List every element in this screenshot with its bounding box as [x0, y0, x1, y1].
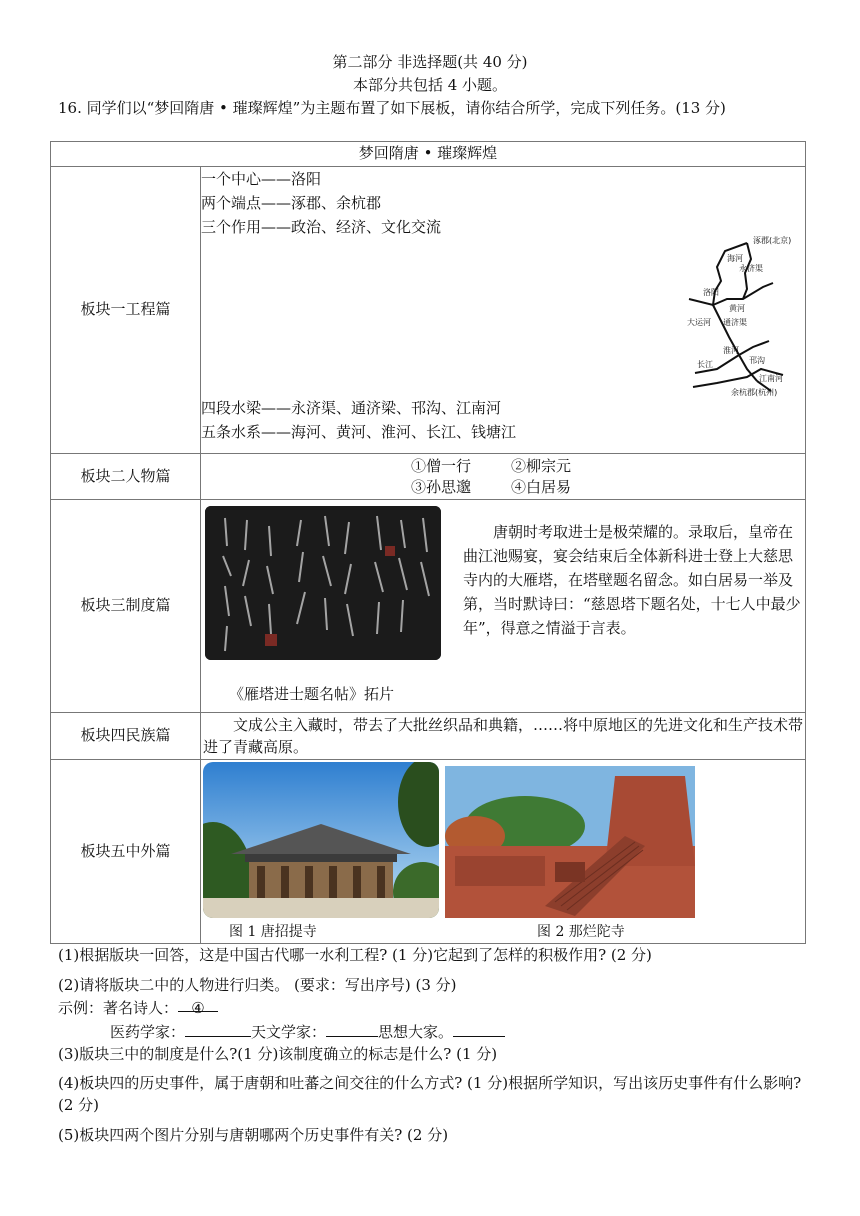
example-answer: ④: [178, 997, 218, 1012]
section1-endpoints: 两个端点——涿郡、余杭郡: [201, 194, 382, 212]
person-2: ②柳宗元: [511, 456, 572, 475]
part-title: 第二部分 非选择题(共 40 分): [332, 53, 528, 71]
section1-water-segments: 四段水梁——永济渠、通济梁、邗沟、江南河: [201, 399, 502, 417]
map-label-huanghe: 黄河: [729, 304, 745, 313]
part-subtitle: 本部分共包括 4 小题。: [352, 76, 508, 94]
map-label-luoyang: 洛阳: [703, 288, 719, 297]
map-label-hangou: 邗沟: [749, 356, 765, 365]
canal-map-area: [201, 236, 805, 397]
section3-text: 唐朝时考取进士是极荣耀的。录取后，皇帝在曲江池赐宴，宴会结束后全体新科进士登上大慈思寺内的大雁塔，在塔壁题名留念。如白居易一举及第，当时默诗曰：“慈恩塔下题名处，十七人中最少年”，得意之情溢于言表。: [463, 523, 801, 637]
section3-content: [201, 500, 806, 713]
section1-content: [201, 167, 806, 454]
section2-label: 板块二人物篇: [51, 454, 201, 500]
example-prefix: 示例：著名诗人：: [58, 999, 179, 1017]
question-2-categories: [110, 1021, 860, 1043]
section2-content: [201, 454, 806, 500]
person-4: ④白居易: [511, 477, 572, 496]
doctor-answer-blank[interactable]: [185, 1022, 251, 1037]
section4-text: 文成公主入藏时，带去了大批丝织品和典籍，……将中原地区的先进文化和生产技术带进了青藏高原。: [201, 713, 806, 760]
question-5: (5)板块四两个图片分别与唐朝哪两个历史事件有关? (2 分): [58, 1126, 449, 1144]
astronomer-answer-blank[interactable]: [326, 1022, 378, 1037]
map-label-dayun: 大运河: [687, 318, 711, 327]
question-2-example: [58, 997, 818, 1019]
figure2-caption: 图 2 那烂陀寺: [537, 924, 625, 940]
question-4: (4)板块四的历史事件，属于唐朝和吐蕃之间交往的什么方式? (1 分)根据所学知识，写出该历史事件有什么影响? (2 分): [58, 1074, 802, 1114]
question-3: (3)版块三中的制度是什么?(1 分)该制度确立的标志是什么? (1 分): [58, 1045, 498, 1063]
section5-content: [201, 760, 806, 944]
section3-label: 板块三制度篇: [51, 500, 201, 713]
calligraphy-rubbing-graphic: [205, 506, 441, 660]
section1-functions: 三个作用——政治、经济、文化交流: [201, 218, 442, 236]
tang-zhaoti-temple-photo: [203, 762, 439, 918]
section1-river-systems: 五条水系——海河、黄河、淮河、长江、钱塘江: [201, 423, 517, 441]
doctor-label: 医药学家：: [110, 1023, 186, 1041]
rubbing-caption: 《雁塔进士题名帖》拓片: [229, 685, 395, 703]
map-label-yuhang: 余杭郡(杭州): [731, 388, 778, 397]
person-1: ①僧一行: [411, 456, 472, 475]
section4-label: 板块四民族篇: [51, 713, 201, 760]
map-label-tongji: 通济渠: [723, 318, 747, 327]
section5-label: 板块五中外篇: [51, 760, 201, 944]
grand-canal-map: [687, 229, 797, 399]
map-label-yongji: 永济渠: [739, 264, 763, 273]
question-16-stem: 16. 同学们以“梦回隋唐 • 璀璨辉煌”为主题布置了如下展板，请你结合所学，完成下列任务。(13 分): [58, 99, 726, 117]
question-1: (1)根据版块一回答，这是中国古代哪一水利工程? (1 分)它起到了怎样的积极作用? (2 分): [58, 946, 652, 964]
person-3: ③孙思邈: [411, 477, 472, 496]
board-title: 梦回隋唐 • 璀璨辉煌: [51, 142, 806, 167]
question-2: (2)请将版块二中的人物进行归类。 (要求：写出序号) (3 分): [58, 976, 457, 994]
rubbing-image: [205, 506, 441, 660]
map-label-huaihe: 淮河: [723, 346, 739, 355]
map-label-zhuo: 涿郡(北京): [753, 236, 792, 245]
map-label-changjiang: 长江: [697, 360, 713, 369]
exhibition-board: [50, 141, 806, 944]
map-label-haihe: 海河: [727, 254, 743, 263]
section1-label: 板块一工程篇: [51, 167, 201, 454]
section1-center: 一个中心——洛阳: [201, 170, 322, 188]
astronomer-label: 天文学家：: [251, 1023, 327, 1041]
map-label-jiangnan: 江南河: [759, 374, 783, 383]
thinker-answer-blank[interactable]: [453, 1022, 505, 1037]
figure1-caption: 图 1 唐招提寺: [229, 924, 317, 940]
nalanda-temple-photo: [445, 766, 695, 918]
thinker-label: 思想大家。: [378, 1023, 454, 1041]
